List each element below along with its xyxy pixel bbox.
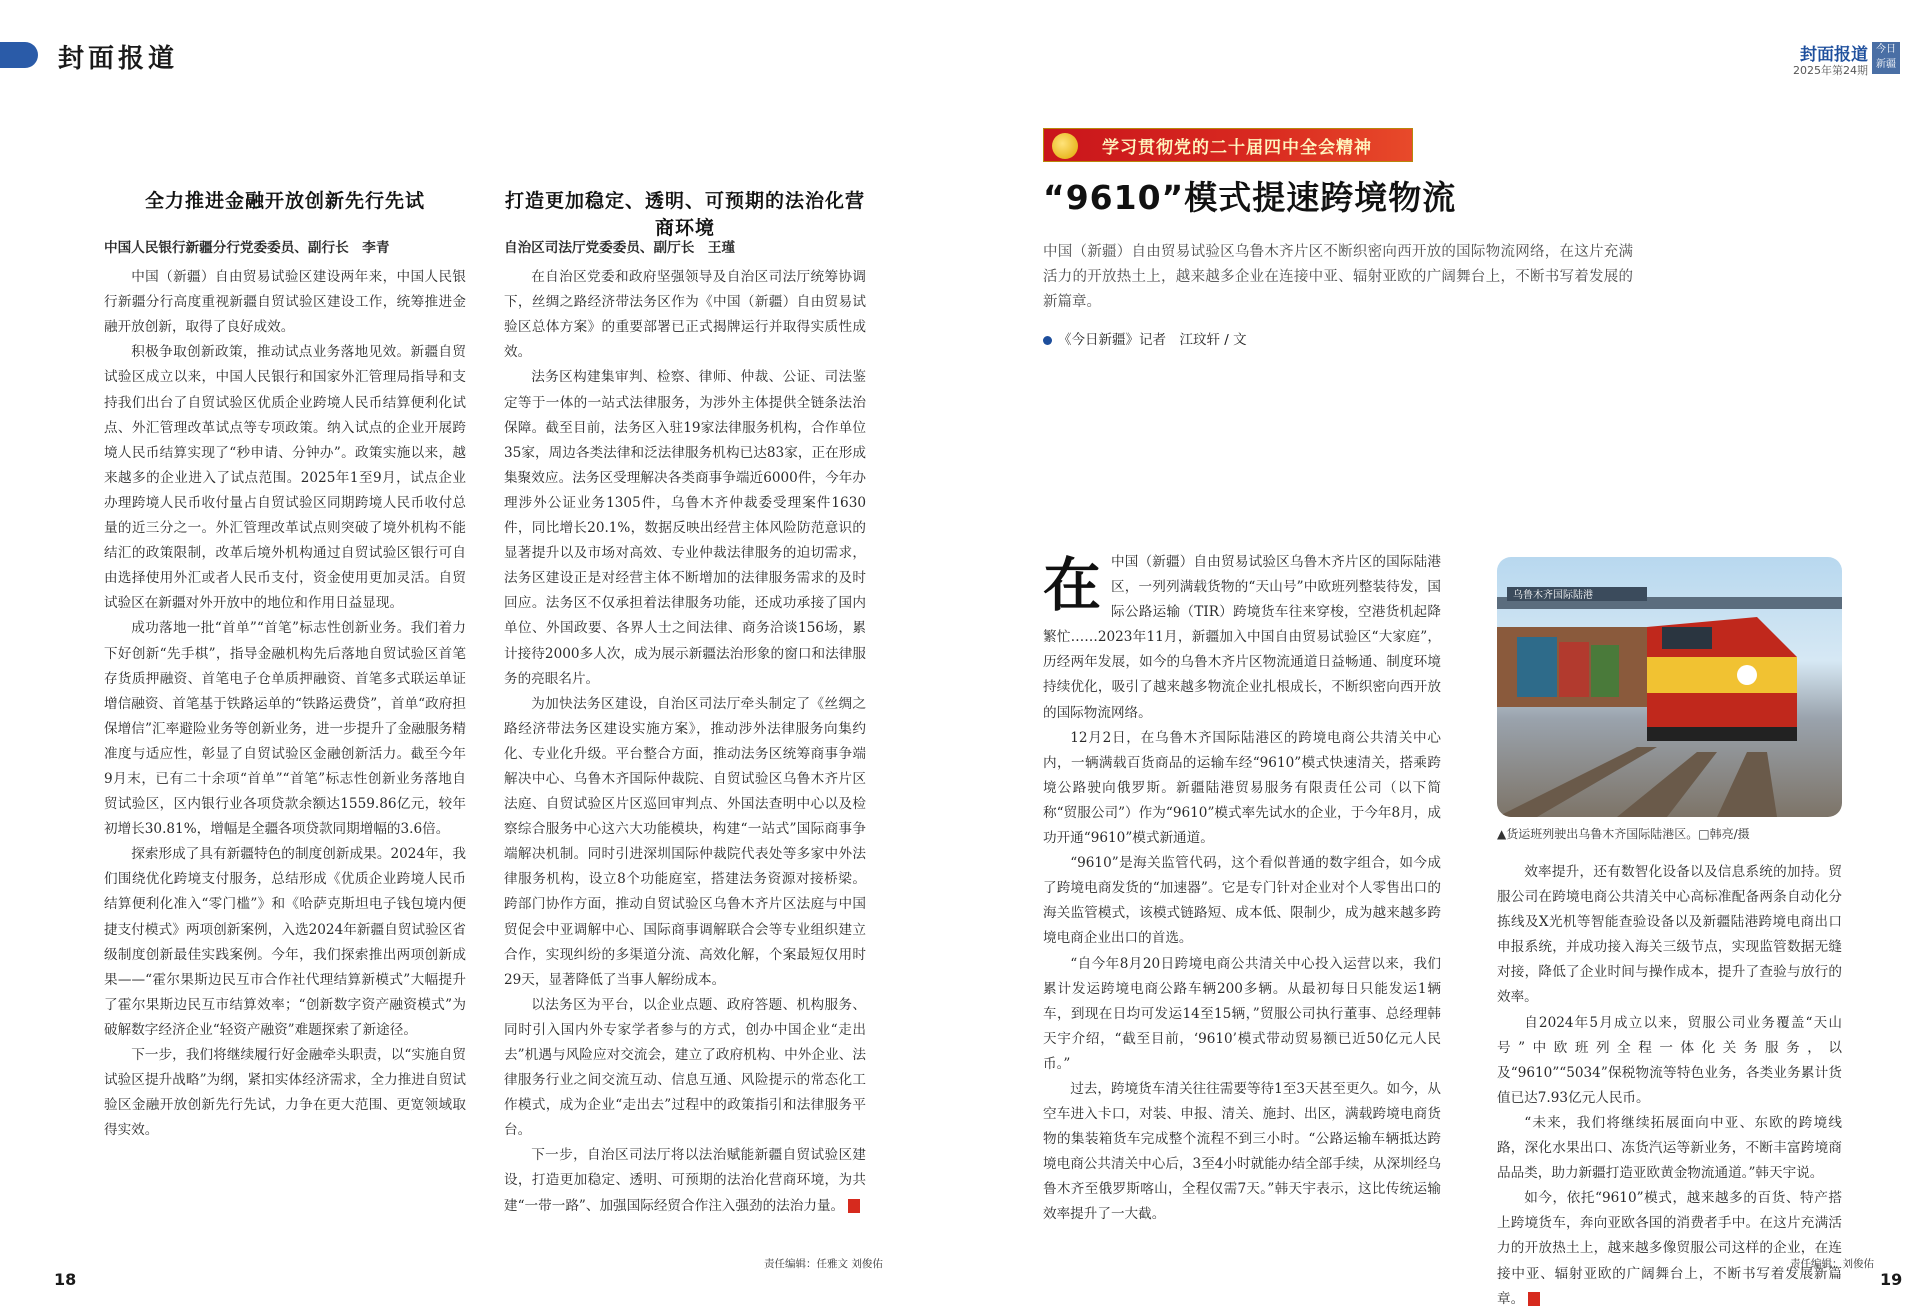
paragraph-text: 在自治区党委和政府坚强领导及自治区司法厅统筹协调下，丝绸之路经济带法务区作为《中国（新疆）自由贸易试验区总体方案》的重要部署已正式揭牌运行并取得实质性成效。 — [504, 269, 866, 361]
col4-body — [1497, 860, 1842, 1307]
paragraph-text: 以法务区为平台，以企业点题、政府答题、机构服务、同时引入国内外专家学者参与的方式，创办中国企业“走出去”机遇与风险应对交流会，建立了政府机构、中外企业、法律服务行业之间交流互动、信息互通、风险提示的常态化工作模式，成为企业“走出去”过程中的政策指引和法律服务平台。 — [504, 996, 866, 1139]
body-paragraph — [104, 842, 466, 1043]
paragraph-text: 积极争取创新政策，推动试点业务落地见效。新疆自贸试验区成立以来，中国人民银行和国家外汇管理局指导和支持我们出台了自贸试验区优质企业跨境人民币结算便利化试点、外汇管理改革试点等专项政策。纳入试点的企业开展跨境人民币结算实现了“秒申请、分钟办”。政策实施以来，越来越多的企业进入了试点范围。2025年1至9月，试点企业办理跨境人民币收付量占自贸试验区同期跨境人民币收付总量的近三分之一。外汇管理改革试点则突破了境外机构不能结汇的政策限制，改革后境外机构通过自贸试验区银行可自由选择使用外汇或者人民币支付，资金使用更加灵活。自贸试验区在新疆对外开放中的地位和作用日益显现。 — [104, 344, 466, 612]
col2-body — [504, 236, 866, 1219]
body-paragraph — [1497, 1011, 1842, 1111]
body-paragraph — [1043, 726, 1441, 851]
body-paragraph — [104, 265, 466, 340]
col3-body — [1043, 550, 1441, 1228]
col1-byline: 中国人民银行新疆分行党委委员、副行长 李青 — [104, 240, 390, 256]
paragraph-text: 下一步，我们将继续履行好金融牵头职责，以“实施自贸试验区提升战略”为纲，紧扣实体经济需求，全力推进自贸试验区金融开放创新先行先试，力争在更大范围、更宽领域取得实效。 — [104, 1047, 466, 1139]
body-paragraph — [1497, 860, 1842, 1011]
dropcap: 在 — [1043, 551, 1102, 619]
article-title: “9610”模式提速跨境物流 — [1043, 178, 1457, 217]
end-of-article-icon — [848, 1199, 860, 1213]
paragraph-text: “自今年8月20日跨境电商公共清关中心投入运营以来，我们累计发运跨境电商公路车辆200多辆。从最初每日只能发运1辆车，到现在日均可发运14至15辆，”贸服公司执行董事、总经理韩天宇介绍，“截至目前，‘9610’模式带动贸易额已近50亿元人民币。” — [1043, 955, 1441, 1072]
body-paragraph — [1497, 1186, 1842, 1307]
paragraph-text: 成功落地一批“首单”“首笔”标志性创新业务。我们着力下好创新“先手棋”，指导金融机构先后落地自贸试验区首笔存货质押融资、首笔电子仓单质押融资、首笔多式联运单证增信融资、首笔基于铁路运单的“铁路运费贷”，首单“政府担保增信”汇率避险业务等创新业务，进一步提升了金融服务精准度与适应性，彰显了自贸试验区金融创新活力。截至今年9月末，已有二十余项“首单”“首笔”标志性创新业务落地自贸试验区，区内银行业各项贷款余额达1559.86亿元，较年初增长30.81%，增幅是全疆各项贷款同期增幅的3.6倍。 — [104, 620, 466, 838]
paragraph-text: 中国（新疆）自由贸易试验区建设两年来，中国人民银行新疆分行高度重视新疆自贸试验区建设工作，统筹推进金融开放创新，取得了良好成效。 — [104, 269, 466, 336]
body-paragraph — [504, 265, 866, 365]
paragraph-text: 法务区构建集审判、检察、律师、仲裁、公证、司法鉴定等于一体的一站式法律服务，为涉外主体提供全链条法治保障。截至目前，法务区入驻19家法律服务机构，合作单位35家，周边各类法律和泛法律服务机构已达83家，正在形成集聚效应。法务区受理解决各类商事争端近6000件，今年办理涉外公证业务1305件，乌鲁木齐仲裁委受理案件1630件，同比增长20.1%，数据反映出经营主体风险防范意识的显著提升以及市场对高效、专业仲裁法律服务的迫切需求，法务区建设正是对经营主体不断增加的法律服务需求的及时回应。法务区不仅承担着法律服务功能，还成功承接了国内单位、外国政要、各界人士之间法律、商务洽谈156场，累计接待2000多人次，成为展示新疆法治形象的窗口和法律服务的亮眼名片。 — [504, 369, 866, 687]
body-paragraph — [1043, 952, 1441, 1077]
body-paragraph — [504, 365, 866, 691]
photo-caption: ▲货运班列驶出乌鲁木齐国际陆港区。□韩亮/摄 — [1497, 827, 1750, 841]
magazine-header — [1768, 40, 1908, 80]
col2-title: 打造更加稳定、透明、可预期的法治化营商环境 — [504, 190, 865, 239]
magazine-logo: 今日 新疆 — [1872, 42, 1900, 74]
body-paragraph — [1043, 851, 1441, 951]
body-paragraph — [504, 993, 866, 1144]
train-photo — [1497, 557, 1842, 817]
section-tab-marker — [0, 42, 38, 68]
article-lead: 中国（新疆）自由贸易试验区乌鲁木齐片区不断织密向西开放的国际物流网络，在这片充满活力的开放热土上，越来越多企业在连接中亚、辐射亚欧的广阔舞台上，不断书写着发展的新篇章。 — [1043, 244, 1633, 310]
body-paragraph — [504, 1143, 866, 1218]
section-title: 封面报道 — [58, 44, 179, 74]
right-editor-credit: 责任编辑：刘俊佑 — [1790, 1258, 1874, 1270]
issue-number: 2025年第24期 — [1793, 64, 1868, 77]
end-of-article-icon — [1528, 1292, 1540, 1306]
reporter-line — [1043, 328, 1247, 348]
body-paragraph — [504, 692, 866, 993]
train-illustration — [1497, 557, 1842, 817]
col3-first-paragraph — [1043, 550, 1441, 726]
theme-banner — [1043, 128, 1413, 162]
paragraph-text: 12月2日，在乌鲁木齐国际陆港区的跨境电商公共清关中心内，一辆满载百货商品的运输车经“9610”模式快速清关，搭乘跨境公路驶向俄罗斯。新疆陆港贸易服务有限责任公司（以下简称“贸服公司”）作为“9610”模式率先试水的企业，于今年8月，成功开通“9610”模式新通道。 — [1043, 729, 1441, 847]
col3-first-text: 中国（新疆）自由贸易试验区乌鲁木齐片区的国际陆港区，一列列满载货物的“天山号”中欧班列整装待发，国际公路运输（TIR）跨境货车往来穿梭，空港货机起降繁忙……2023年11月，新疆加入中国自由贸易试验区“大家庭”，历经两年发展，如今的乌鲁木齐片区物流通道日益畅通、制度环境持续优化，吸引了越来越多物流企业扎根成长，不断织密向西开放的国际物流网络。 — [1043, 554, 1441, 721]
page-number-right: 19 — [1880, 1270, 1903, 1289]
banner-text: 学习贯彻党的二十届四中全会精神 — [1102, 138, 1372, 158]
paragraph-text: 下一步，自治区司法厅将以法治赋能新疆自贸试验区建设，打造更加稳定、透明、可预期的法治化营商环境，为共建“一带一路”、加强国际经贸合作注入强劲的法治力量。 — [504, 1147, 866, 1214]
body-paragraph — [104, 340, 466, 616]
paragraph-text: 为加快法务区建设，自治区司法厅牵头制定了《丝绸之路经济带法务区建设实施方案》，推动涉外法律服务向集约化、专业化升级。平台整合方面，推动法务区统筹商事争端解决中心、乌鲁木齐国际仲裁院、自贸试验区乌鲁木齐片区法庭、自贸试验区片区巡回审判点、外国法查明中心以及检察综合服务中心这六大功能模块，构建“一站式”国际商事争端解决机制。同时引进深圳国际仲裁院代表处等多家中外法律服务机构，设立8个功能庭室，搭建法务资源对接桥梁。跨部门协作方面，推动自贸试验区乌鲁木齐片区法庭与中国贸促会中亚调解中心、国际商事调解联合会等专业组织建立合作，实现纠纷的多渠道分流、高效化解，个案最短仅用时29天，显著降低了当事人解纷成本。 — [504, 695, 866, 988]
paragraph-text: 探索形成了具有新疆特色的制度创新成果。2024年，我们围绕优化跨境支付服务，总结形成《优质企业跨境人民币结算便利化准入“零门槛”》和《哈萨克斯坦电子钱包境内便捷支付模式》两项创新案例，入选2024年新疆自贸试验区省级制度创新最佳实践案例。今年，我们探索推出两项创新成果——“霍尔果斯边民互市合作社代理结算新模式”大幅提升了霍尔果斯边民互市结算效率；“创新数字资产融资模式”为破解数字经济企业“轻资产融资”难题探索了新途径。 — [104, 846, 466, 1038]
party-emblem-icon — [1052, 133, 1078, 159]
paragraph-text: 自2024年5月成立以来，贸服公司业务覆盖“天山号”中欧班列全程一体化关务服务，以及“9610”“5034”保税物流等特色业务，各类业务累计货值已达7.93亿元人民币。 — [1497, 1014, 1842, 1106]
magazine-section-name: 封面报道 — [1800, 45, 1868, 65]
col1-body — [104, 236, 466, 1143]
page-number-left: 18 — [54, 1270, 77, 1289]
col2-editor-credit: 责任编辑：任雅文 刘俊佑 — [764, 1258, 883, 1270]
paragraph-text: “9610”是海关监管代码，这个看似普通的数字组合，如今成了跨境电商发货的“加速器”。它是专门针对企业对个人零售出口的海关监管模式，该模式链路短、成本低、限制少，成为越来越多跨境电商企业出口的首选。 — [1043, 855, 1441, 947]
body-paragraph — [104, 616, 466, 842]
photo-sign-text: 乌鲁木齐国际陆港 — [1513, 590, 1593, 601]
col1-title: 全力推进金融开放创新先行先试 — [144, 190, 425, 212]
paragraph-text: 效率提升，还有数智化设备以及信息系统的加持。贸服公司在跨境电商公共清关中心高标准配备两条自动化分拣线及X光机等智能查验设备以及新疆陆港跨境电商出口申报系统，并成功接入海关三级节点，实现监管数据无缝对接，降低了企业时间与操作成本，提升了查验与放行的效率。 — [1497, 864, 1842, 1006]
paragraph-text: 过去，跨境货车清关往往需要等待1至3天甚至更久。如今，从空车进入卡口，对装、申报、清关、施封、出区，满载跨境电商货物的集装箱货车完成整个流程不到三小时。“公路运输车辆抵达跨境电商公共清关中心后，3至4小时就能办结全部手续，从深圳经乌鲁木齐至俄罗斯喀山，全程仅需7天。”韩天宇表示，这比传统运输效率提升了一大截。 — [1043, 1080, 1441, 1223]
body-paragraph — [1043, 1077, 1441, 1228]
bullet-dot-icon — [1043, 336, 1052, 345]
paragraph-text: “未来，我们将继续拓展面向中亚、东欧的跨境线路，深化水果出口、冻货汽运等新业务，不断丰富跨境商品品类，助力新疆打造亚欧黄金物流通道。”韩天宇说。 — [1497, 1114, 1842, 1182]
paragraph-text: 如今，依托“9610”模式，越来越多的百货、特产搭上跨境货车，奔向亚欧各国的消费者手中。在这片充满活力的开放热土上，越来越多像贸服公司这样的企业，在连接中亚、辐射亚欧的广阔舞台上，不断书写着发展新篇章。 — [1497, 1190, 1842, 1307]
reporter-text: 《今日新疆》记者 江玟轩 / 文 — [1058, 332, 1247, 348]
col2-byline: 自治区司法厅党委委员、副厅长 王瑾 — [504, 240, 736, 256]
body-paragraph — [104, 1043, 466, 1143]
body-paragraph — [1497, 1111, 1842, 1186]
